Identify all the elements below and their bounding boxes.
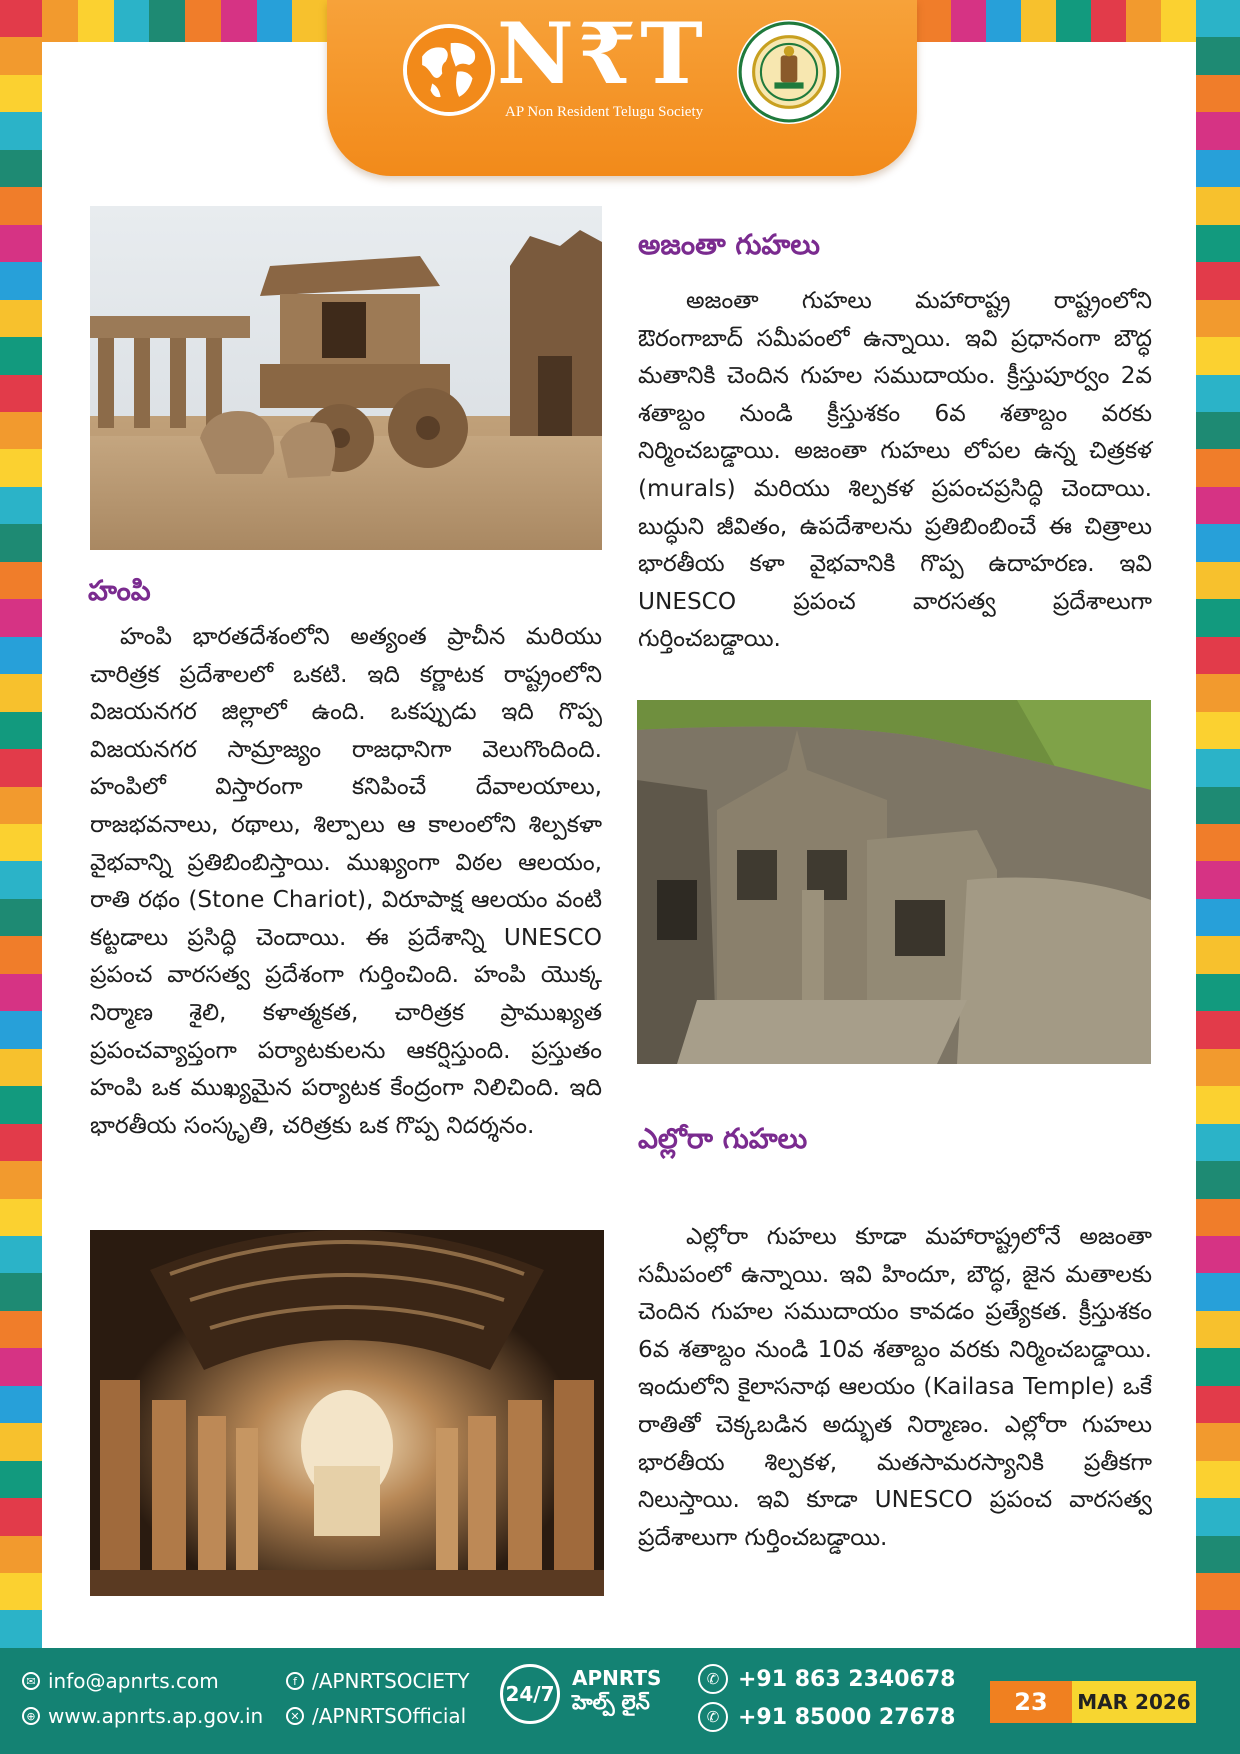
mail-icon: ✉ (22, 1672, 40, 1690)
cave-prayer-hall-photo (90, 1230, 604, 1596)
stripe-segment (0, 112, 42, 149)
stripe-segment (1196, 749, 1240, 786)
top-decorative-border-left (42, 0, 328, 42)
stripe-segment (114, 0, 150, 42)
stripe-segment (1196, 524, 1240, 561)
stripe-segment (1196, 1461, 1240, 1498)
stripe-segment (0, 824, 42, 861)
stripe-segment (1196, 1049, 1240, 1086)
stripe-segment (1021, 0, 1056, 42)
stripe-segment (1196, 337, 1240, 374)
stripe-segment (0, 674, 42, 711)
issue-date: MAR 2026 (1072, 1681, 1196, 1723)
stripe-segment (0, 1236, 42, 1273)
footer-twitter-text: /APNRTSOfficial (312, 1704, 467, 1728)
stripe-segment (1196, 225, 1240, 262)
globe-small-icon: ⊕ (22, 1707, 40, 1725)
stripe-segment (0, 1386, 42, 1423)
stripe-segment (0, 936, 42, 973)
stripe-segment (1196, 1386, 1240, 1423)
stripe-segment (0, 150, 42, 187)
stripe-segment (0, 412, 42, 449)
stripe-segment (1196, 1423, 1240, 1460)
stripe-segment (1196, 899, 1240, 936)
stripe-segment (0, 599, 42, 636)
stripe-segment (1196, 1199, 1240, 1236)
stripe-segment (0, 0, 42, 37)
footer-email-text: info@apnrts.com (48, 1669, 219, 1693)
facebook-icon: f (286, 1672, 304, 1690)
stripe-segment (1196, 787, 1240, 824)
stripe-segment (1196, 674, 1240, 711)
stripe-segment (221, 0, 257, 42)
stripe-segment (0, 449, 42, 486)
stripe-segment (0, 787, 42, 824)
stripe-segment (1196, 1273, 1240, 1310)
stripe-segment (0, 1461, 42, 1498)
stripe-segment (1196, 150, 1240, 187)
logo-subtitle: AP Non Resident Telugu Society (505, 104, 704, 120)
stripe-segment (1196, 1573, 1240, 1610)
stripe-segment (1056, 0, 1091, 42)
phone-number-1[interactable] (698, 1664, 955, 1694)
stripe-segment (1196, 300, 1240, 337)
stripe-segment (1161, 0, 1196, 42)
stripe-segment (1196, 1536, 1240, 1573)
right-decorative-border (1196, 0, 1240, 1648)
stripe-segment (0, 562, 42, 599)
stripe-segment (185, 0, 221, 42)
stripe-segment (986, 0, 1021, 42)
ellora-heading: ఎల్లోరా గుహలు (638, 1122, 808, 1155)
hampi-paragraph: హంపి భారతదేశంలోని అత్యంత ప్రాచీన మరియు చారిత్రక ప్రదేశాలలో ఒకటి. ఇది కర్ణాటక రాష్ట్రంలోని విజయనగర జిల్లాలో ఉంది. ఒకప్పుడు ఇది గొప్ప విజయనగర సామ్రాజ్యం రాజధానిగా వెలుగొందింది. హంపిలో విస్తారంగా కనిపించే దేవాలయాలు, రాజభవనాలు, రథాలు, శిల్పాలు ఆ కాలంలోని శిల్పకళా వైభవాన్ని ప్రతిబింబిస్తాయి. ముఖ్యంగా విఠల ఆలయం, రాతి రథం (Stone Chariot), విరూపాక్ష ఆలయం వంటి కట్టడాలు ప్రసిద్ధి చెందాయి. ఈ ప్రదేశాన్ని UNESCO ప్రపంచ వారసత్వ ప్రదేశంగా గుర్తించింది. హంపి యొక్క నిర్మాణ శైలి, కళాత్మకత, చారిత్రక ప్రాముఖ్యత ప్రపంచవ్యాప్తంగా పర్యాటకులను ఆకర్షిస్తుంది. ప్రస్తుతం హంపి ఒక ముఖ్యమైన పర్యాటక కేంద్రంగా నిలిచింది. ఇది భారతీయ సంస్కృతి, చరిత్రకు ఒక గొప్ప నిదర్శనం. (90, 623, 602, 1139)
phone-number-2-text: +91 85000 27678 (738, 1704, 956, 1730)
stripe-segment (0, 1311, 42, 1348)
stripe-segment (0, 712, 42, 749)
header-logo-badge (327, 0, 917, 176)
stripe-segment (0, 487, 42, 524)
stripe-segment (42, 0, 78, 42)
stripe-segment (951, 0, 986, 42)
stripe-segment (0, 75, 42, 112)
stripe-segment (0, 37, 42, 74)
stripe-segment (1196, 1161, 1240, 1198)
stripe-segment (78, 0, 114, 42)
ajanta-heading: అజంతా గుహలు (638, 228, 820, 261)
stripe-segment (0, 337, 42, 374)
stripe-segment (0, 1124, 42, 1161)
stripe-segment (1196, 824, 1240, 861)
stripe-segment (0, 637, 42, 674)
stripe-segment (1196, 1610, 1240, 1647)
stripe-segment (0, 225, 42, 262)
stripe-segment (0, 300, 42, 337)
government-seal-icon (737, 20, 841, 124)
footer-twitter-link[interactable] (286, 1704, 466, 1728)
stripe-segment (1196, 1086, 1240, 1123)
page-number: 23 (990, 1681, 1072, 1723)
stripe-segment (1196, 487, 1240, 524)
stripe-segment (1196, 1348, 1240, 1385)
phone-number-1-text: +91 863 2340678 (738, 1666, 956, 1692)
globe-icon (403, 24, 495, 116)
footer-website-text: www.apnrts.ap.gov.in (48, 1704, 264, 1728)
stripe-segment (1196, 262, 1240, 299)
stripe-segment (0, 1199, 42, 1236)
x-twitter-icon: ✕ (286, 1707, 304, 1725)
stripe-segment (1196, 187, 1240, 224)
phone-icon: ✆ (698, 1664, 728, 1694)
stripe-segment (257, 0, 293, 42)
stripe-segment (1196, 1124, 1240, 1161)
stripe-segment (1196, 375, 1240, 412)
phone-number-2[interactable] (698, 1702, 955, 1732)
stripe-segment (1196, 936, 1240, 973)
stripe-segment (0, 524, 42, 561)
stripe-segment (1196, 1498, 1240, 1535)
stripe-segment (0, 375, 42, 412)
stripe-segment (1196, 1311, 1240, 1348)
stripe-segment (0, 1011, 42, 1048)
helpline-title-line1: APNRTS (572, 1666, 662, 1690)
helpline-title (572, 1666, 661, 1714)
stripe-segment (0, 899, 42, 936)
ellora-paragraph: ఎల్లోరా గుహలు కూడా మహారాష్ట్రలోనే అజంతా సమీపంలో ఉన్నాయి. ఇవి హిందూ, బౌద్ధ, జైన మతాలకు చెందిన గుహల సముదాయం కావడం ప్రత్యేకత. క్రీస్తుశకం 6వ శతాబ్దం నుండి 10వ శతాబ్దం వరకు నిర్మించబడ్డాయి. ఇందులోని కైలాసనాథ ఆలయం (Kailasa Temple) ఒకే రాతితో చెక్కబడిన అద్భుత నిర్మాణం. ఎల్లోరా గుహలు భారతీయ శిల్పకళ, మతసామరస్యానికి ప్రతీకగా నిలుస్తాయి. ఇవి కూడా UNESCO ప్రపంచ వారసత్వ ప్రదేశాలుగా గుర్తించబడ్డాయి. (638, 1223, 1152, 1551)
stripe-segment (1196, 1236, 1240, 1273)
footer-facebook-link[interactable] (286, 1669, 469, 1693)
stripe-segment (1196, 599, 1240, 636)
left-decorative-border (0, 0, 42, 1648)
stripe-segment (1196, 0, 1240, 37)
top-decorative-border-right (916, 0, 1196, 42)
stripe-segment (0, 1273, 42, 1310)
stripe-segment (292, 0, 328, 42)
stripe-segment (1196, 75, 1240, 112)
helpline-title-line2: హెల్ప్ లైన్ (572, 1690, 650, 1714)
stripe-segment (1126, 0, 1161, 42)
stripe-segment (1196, 861, 1240, 898)
stripe-segment (1196, 712, 1240, 749)
stripe-segment (0, 187, 42, 224)
stripe-segment (1091, 0, 1126, 42)
stripe-segment (0, 262, 42, 299)
logo-wordmark: N₹T (497, 4, 707, 103)
stripe-segment (0, 1161, 42, 1198)
stripe-segment (149, 0, 185, 42)
stripe-segment (0, 1536, 42, 1573)
stripe-segment (0, 1573, 42, 1610)
stripe-segment (1196, 449, 1240, 486)
helpline-24-7-badge: 24/7 (500, 1664, 560, 1724)
ajanta-paragraph: అజంతా గుహలు మహారాష్ట్ర రాష్ట్రంలోని ఔరంగాబాద్ సమీపంలో ఉన్నాయి. ఇవి ప్రధానంగా బౌద్ధ మతానికి చెందిన గుహల సముదాయం. క్రీస్తుపూర్వం 2వ శతాబ్దం నుండి క్రీస్తుశకం 6వ శతాబ్దం వరకు నిర్మించబడ్డాయి. అజంతా గుహలు లోపల ఉన్న చిత్రకళ (murals) మరియు శిల్పకళ ప్రపంచప్రసిద్ధి చెందాయి. బుద్ధుని జీవితం, ఉపదేశాలను ప్రతిబింబించే ఈ చిత్రాలు భారతీయ కళా వైభవానికి గొప్ప ఉదాహరణ. ఇవి UNESCO ప్రపంచ వారసత్వ ప్రదేశాలుగా గుర్తించబడ్డాయి. (638, 287, 1152, 653)
stripe-segment (1196, 412, 1240, 449)
stripe-segment (0, 749, 42, 786)
stripe-segment (0, 1498, 42, 1535)
stripe-segment (0, 861, 42, 898)
stripe-segment (1196, 112, 1240, 149)
stripe-segment (0, 1049, 42, 1086)
stripe-segment (0, 974, 42, 1011)
stripe-segment (916, 0, 951, 42)
ellora-kailasa-temple-photo (637, 700, 1151, 1064)
hampi-stone-chariot-photo (90, 206, 602, 550)
whatsapp-icon: ✆ (698, 1702, 728, 1732)
stripe-segment (0, 1348, 42, 1385)
footer-facebook-text: /APNRTSOCIETY (312, 1669, 470, 1693)
stripe-segment (0, 1086, 42, 1123)
hampi-heading: హంపి (88, 574, 151, 607)
stripe-segment (1196, 637, 1240, 674)
stripe-segment (1196, 974, 1240, 1011)
footer-email-link[interactable] (22, 1669, 219, 1693)
stripe-segment (0, 1423, 42, 1460)
stripe-segment (1196, 37, 1240, 74)
stripe-segment (1196, 1011, 1240, 1048)
footer-website-link[interactable] (22, 1704, 263, 1728)
stripe-segment (0, 1610, 42, 1647)
stripe-segment (1196, 562, 1240, 599)
